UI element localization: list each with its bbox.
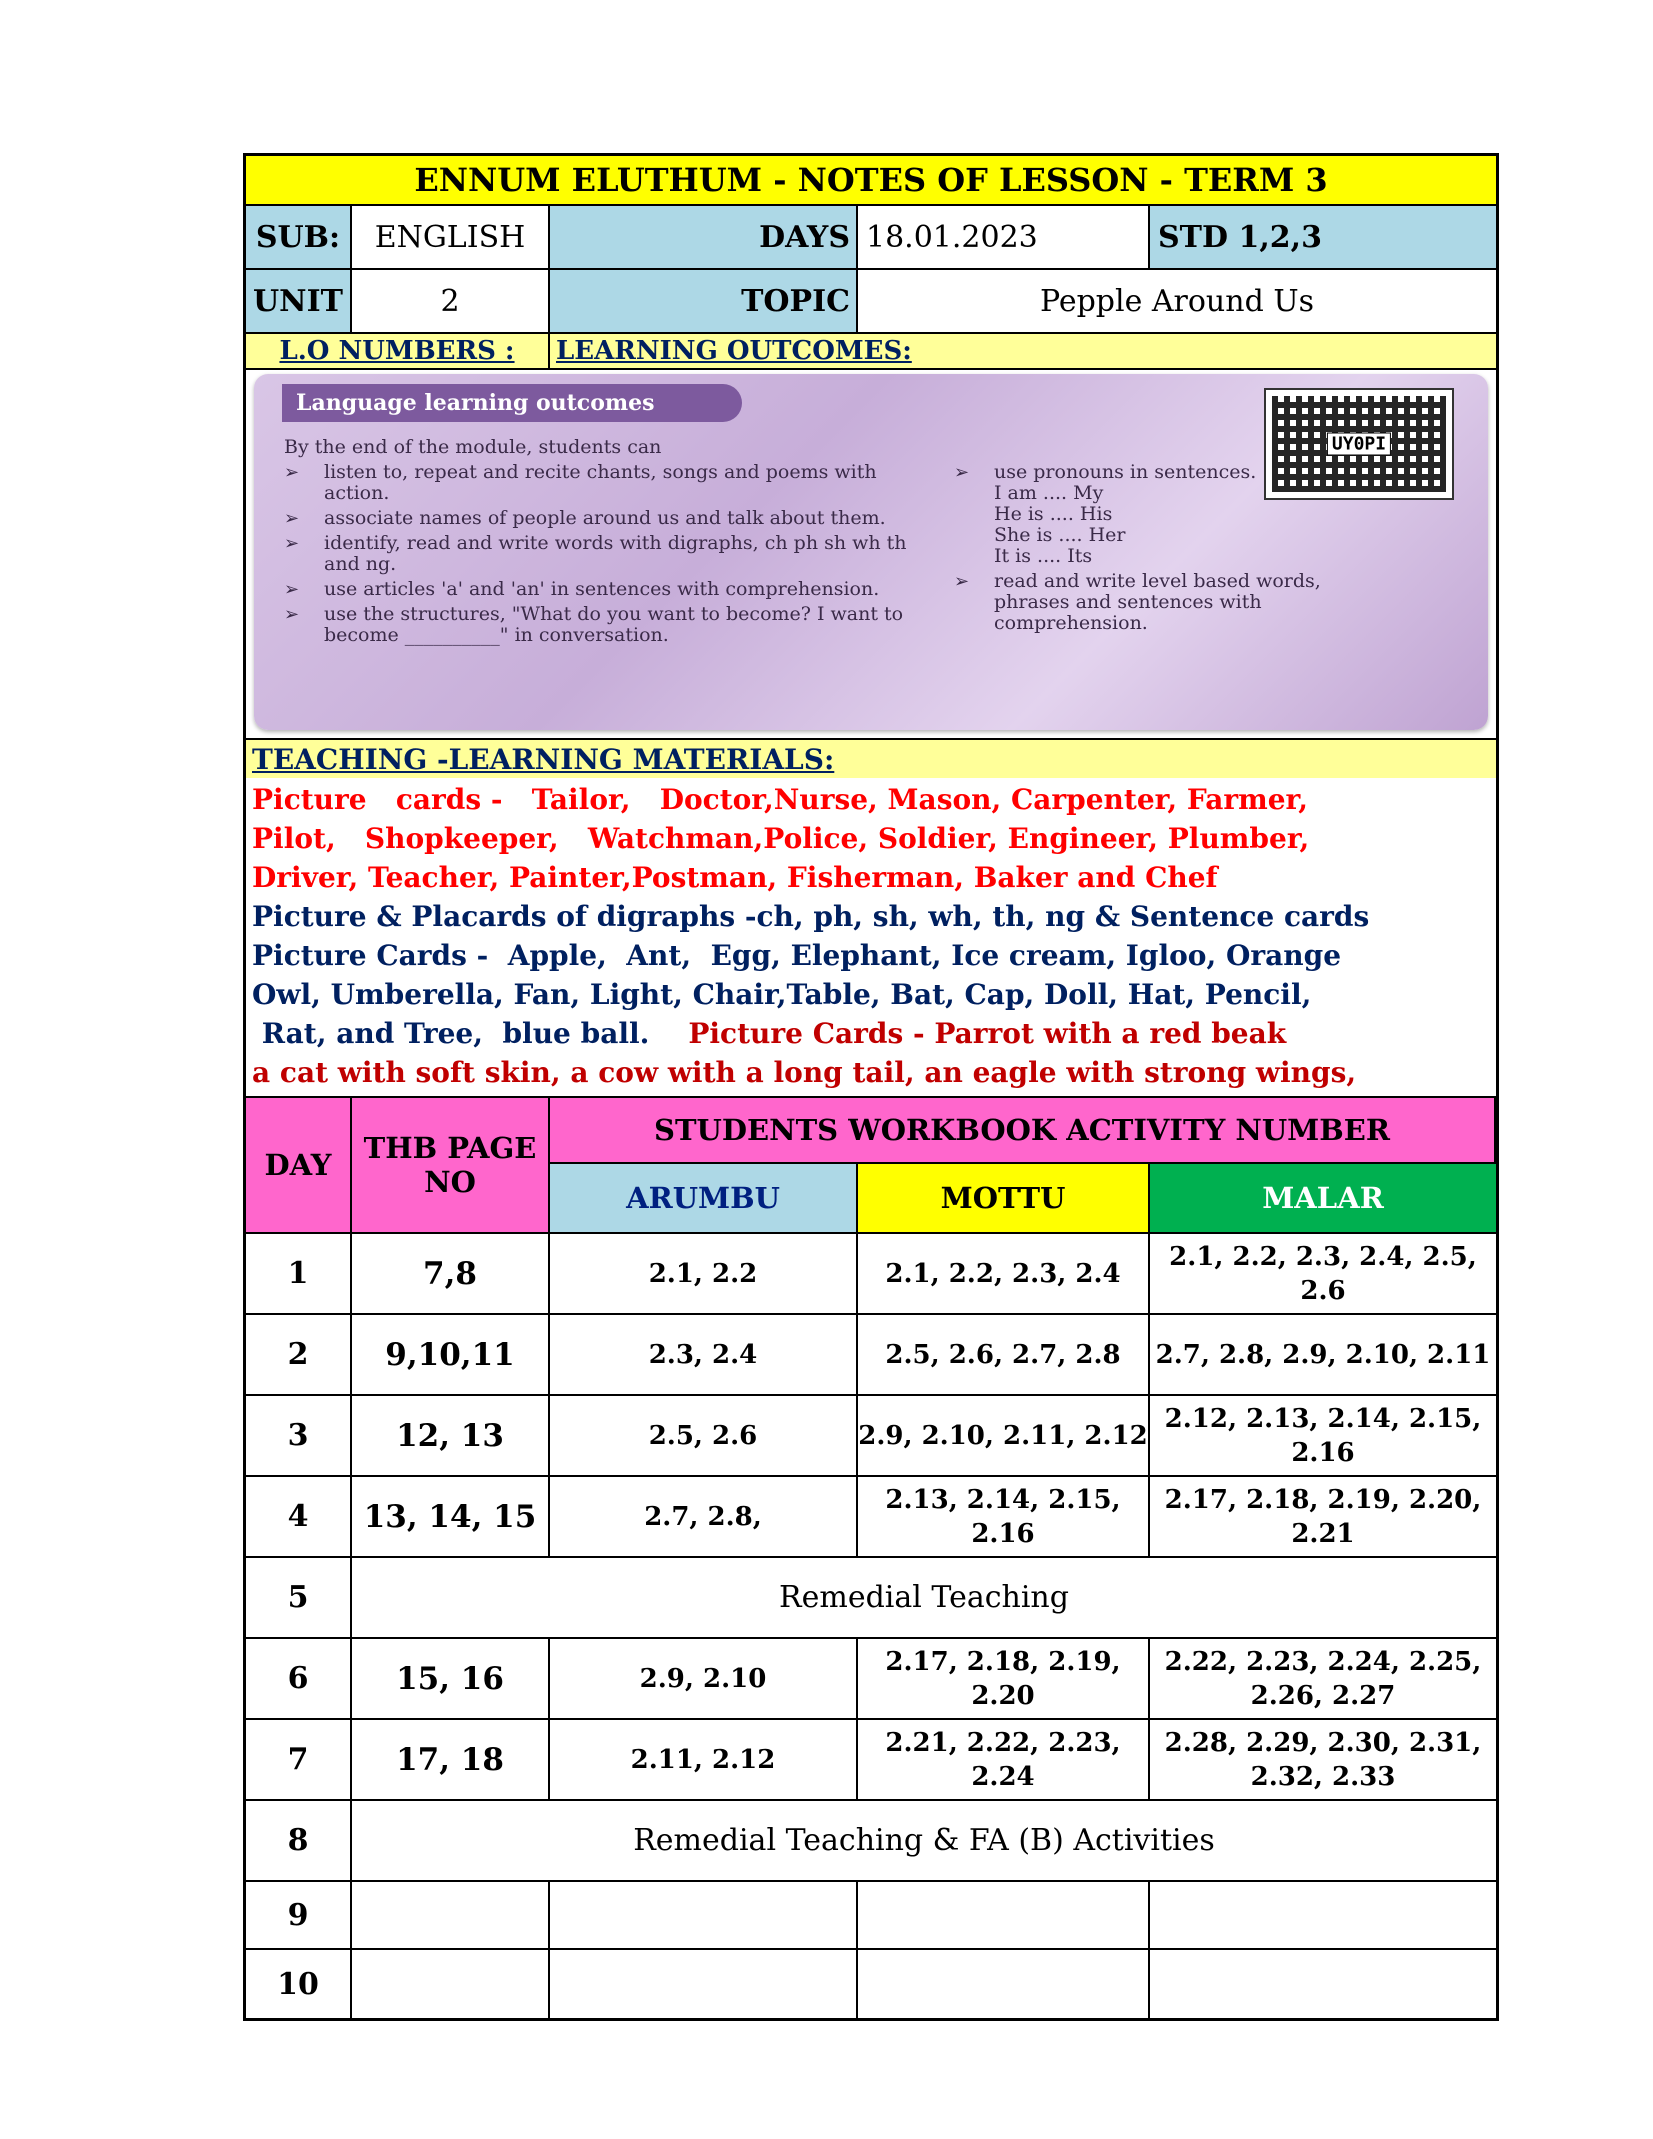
day-cell: 3 <box>246 1396 352 1475</box>
arumbu-cell <box>550 1882 858 1948</box>
tlm-line-part: Rat, and Tree, blue ball. <box>252 1017 689 1050</box>
tlm-line: Picture cards - Tailor, Doctor,Nurse, Mason, Carpenter, Farmer, <box>252 783 1309 816</box>
day-cell: 2 <box>246 1315 352 1394</box>
malar-cell: 2.28, 2.29, 2.30, 2.31, 2.32, 2.33 <box>1164 1727 1482 1792</box>
tlm-line: Picture Cards - Apple, Ant, Egg, Elephant, Ice cream, Igloo, Orange <box>252 939 1342 972</box>
unit-value: 2 <box>352 270 550 332</box>
day-cell: 8 <box>246 1801 352 1880</box>
page-cell <box>352 1950 550 2018</box>
sub-label: SUB: <box>246 206 352 268</box>
topic-value: Pepple Around Us <box>1039 283 1314 319</box>
tlm-line <box>252 1014 1490 1053</box>
arumbu-header: ARUMBU <box>550 1164 858 1232</box>
page-cell <box>352 1882 550 1948</box>
span-cell: Remedial Teaching & FA (B) Activities <box>633 1822 1215 1858</box>
table-row <box>246 1882 1496 1950</box>
tlm-line: Picture & Placards of digraphs -ch, ph, sh, wh, th, ng & Sentence cards <box>252 900 1370 933</box>
page-title: ENNUM ELUTHUM - NOTES OF LESSON - TERM 3 <box>246 156 1496 206</box>
topic-label: TOPIC <box>550 270 858 332</box>
malar-cell: 2.12, 2.13, 2.14, 2.15, 2.16 <box>1164 1403 1482 1468</box>
day-cell: 7 <box>246 1720 352 1799</box>
mottu-cell: 2.5, 2.6, 2.7, 2.8 <box>858 1315 1150 1394</box>
pronoun-line: He is .... His <box>994 503 1113 525</box>
tlm-line: a cat with soft skin, a cow with a long tail, an eagle with strong wings, <box>252 1056 1357 1089</box>
malar-cell: 2.17, 2.18, 2.19, 2.20, 2.21 <box>1164 1484 1482 1549</box>
mottu-cell <box>858 1950 1150 2018</box>
learning-outcomes-image <box>246 370 1496 740</box>
table-row <box>246 1558 1496 1639</box>
pronoun-line: She is .... Her <box>994 524 1126 546</box>
lo-item-text: use pronouns in sentences. <box>994 461 1257 483</box>
mottu-cell: 2.9, 2.10, 2.11, 2.12 <box>858 1396 1150 1475</box>
lo-item: ➢ listen to, repeat and recite chants, songs and poems with action. <box>284 462 944 504</box>
malar-cell <box>1150 1950 1496 2018</box>
day-cell: 9 <box>246 1882 352 1948</box>
tlm-body <box>246 778 1496 1096</box>
lo-left-list <box>284 462 944 650</box>
qr-code-text: UY0PI <box>1327 433 1391 456</box>
tlm-line: Pilot, Shopkeeper, Watchman,Police, Soldier, Engineer, Plumber, <box>252 822 1310 855</box>
table-row <box>246 1234 1496 1315</box>
day-cell: 4 <box>246 1477 352 1556</box>
mottu-cell: 2.21, 2.22, 2.23, 2.24 <box>858 1720 1150 1799</box>
malar-cell: 2.22, 2.23, 2.24, 2.25, 2.26, 2.27 <box>1164 1646 1482 1711</box>
lo-item: ➢ associate names of people around us and talk about them. <box>284 508 944 529</box>
learning-outcomes-card <box>254 374 1488 730</box>
tlm-line: Driver, Teacher, Painter,Postman, Fisherman, Baker and Chef <box>252 861 1218 894</box>
table-row <box>246 1477 1496 1558</box>
meta-row-1 <box>246 206 1496 270</box>
table-row <box>246 1396 1496 1477</box>
workbook-header-group <box>550 1098 1496 1232</box>
table-row <box>246 1720 1496 1801</box>
arumbu-cell: 2.5, 2.6 <box>550 1396 858 1475</box>
meta-row-2 <box>246 270 1496 334</box>
table-row <box>246 1315 1496 1396</box>
table-row <box>246 1801 1496 1882</box>
table-row <box>246 1950 1496 2018</box>
arumbu-cell: 2.9, 2.10 <box>550 1639 858 1718</box>
lo-intro: By the end of the module, students can <box>284 436 662 458</box>
schedule-header <box>246 1098 1496 1234</box>
unit-label: UNIT <box>246 270 352 332</box>
days-value: 18.01.2023 <box>858 206 1150 268</box>
malar-cell: 2.1, 2.2, 2.3, 2.4, 2.5, 2.6 <box>1169 1241 1477 1306</box>
mottu-header: MOTTU <box>858 1164 1150 1232</box>
lo-outcomes-label: LEARNING OUTCOMES: <box>556 336 912 366</box>
day-cell: 6 <box>246 1639 352 1718</box>
lo-numbers-label: L.O NUMBERS : <box>246 334 550 368</box>
malar-cell: 2.7, 2.8, 2.9, 2.10, 2.11 <box>1155 1339 1491 1370</box>
day-header: DAY <box>246 1098 352 1232</box>
level-header-row <box>550 1164 1496 1232</box>
days-label: DAYS <box>550 206 858 268</box>
lo-item: ➢ use the structures, "What do you want to become? I want to become __________" in conversation. <box>284 604 944 646</box>
day-cell: 5 <box>246 1558 352 1637</box>
arumbu-cell: 2.1, 2.2 <box>550 1234 858 1313</box>
mottu-cell: 2.17, 2.18, 2.19, 2.20 <box>858 1639 1150 1718</box>
page-cell: 7,8 <box>352 1234 550 1313</box>
table-row <box>246 1639 1496 1720</box>
qr-code-icon <box>1264 388 1454 500</box>
day-cell: 10 <box>246 1950 352 2018</box>
span-cell: Remedial Teaching <box>779 1579 1069 1615</box>
mottu-cell <box>858 1882 1150 1948</box>
tlm-line-part: Picture Cards - Parrot with a red beak <box>688 1017 1287 1050</box>
lo-header-row <box>246 334 1496 370</box>
std-value: STD 1,2,3 <box>1150 206 1496 268</box>
arumbu-cell <box>550 1950 858 2018</box>
pronoun-line: It is .... Its <box>994 545 1093 567</box>
page-cell: 17, 18 <box>352 1720 550 1799</box>
lo-item: ➢ use articles 'a' and 'an' in sentences with comprehension. <box>284 579 944 600</box>
workbook-header: STUDENTS WORKBOOK ACTIVITY NUMBER <box>550 1098 1496 1164</box>
tlm-heading: TEACHING -LEARNING MATERIALS: <box>246 740 1496 778</box>
lo-banner: Language learning outcomes <box>282 384 742 422</box>
arumbu-cell: 2.7, 2.8, <box>550 1477 858 1556</box>
page-cell: 12, 13 <box>352 1396 550 1475</box>
malar-header: MALAR <box>1150 1164 1496 1232</box>
lo-item: ➢ identify, read and write words with digraphs, ch ph sh wh th and ng. <box>284 533 944 575</box>
tlm-section <box>246 740 1496 1098</box>
page-cell: 13, 14, 15 <box>352 1477 550 1556</box>
mottu-cell: 2.13, 2.14, 2.15, 2.16 <box>858 1477 1150 1556</box>
pronoun-line: I am .... My <box>994 482 1104 504</box>
lesson-notes-sheet <box>243 153 1499 2021</box>
page-cell: 15, 16 <box>352 1639 550 1718</box>
tlm-line: Owl, Umberella, Fan, Light, Chair,Table, Bat, Cap, Doll, Hat, Pencil, <box>252 978 1312 1011</box>
lo-item: ➢ read and write level based words, phrases and sentences with comprehension. <box>954 571 1394 634</box>
page-cell: 9,10,11 <box>352 1315 550 1394</box>
sub-value: ENGLISH <box>352 206 550 268</box>
day-cell: 1 <box>246 1234 352 1313</box>
malar-cell <box>1150 1882 1496 1948</box>
thb-header: THB PAGE NO <box>352 1098 550 1232</box>
arumbu-cell: 2.11, 2.12 <box>550 1720 858 1799</box>
arumbu-cell: 2.3, 2.4 <box>550 1315 858 1394</box>
mottu-cell: 2.1, 2.2, 2.3, 2.4 <box>858 1234 1150 1313</box>
